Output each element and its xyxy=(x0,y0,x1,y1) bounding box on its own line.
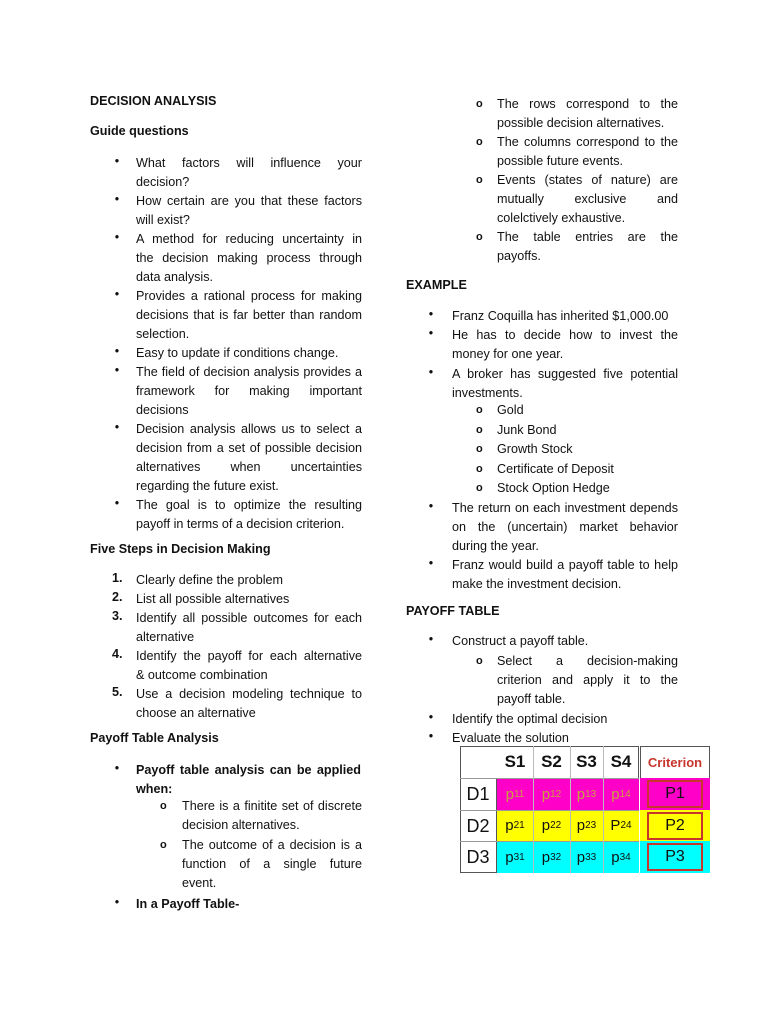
guide-item xyxy=(136,496,362,534)
example-heading: EXAMPLE xyxy=(406,278,467,292)
payoff-cell xyxy=(603,841,639,873)
text-line: Identify the payoff for each alternative xyxy=(136,649,362,663)
steps-heading: Five Steps in Decision Making xyxy=(90,542,271,556)
guide-item xyxy=(136,420,362,496)
text-line: payoff in terms of a decision criterion. xyxy=(136,517,345,531)
text-line: colelctively exhaustive. xyxy=(497,211,626,225)
pta-bullet-1 xyxy=(136,761,361,799)
decision-label: D2 xyxy=(460,810,497,841)
guide-heading: Guide questions xyxy=(90,124,189,138)
payoff-subscript: 34 xyxy=(619,851,631,863)
step-number: 5. xyxy=(112,685,123,699)
bullet: • xyxy=(428,499,434,513)
criterion-cell xyxy=(640,778,710,810)
text-line: Events (states of nature) are xyxy=(497,173,678,187)
text-line: Provides a rational process for making xyxy=(136,289,362,303)
text-line: He has to decide how to invest the xyxy=(452,328,678,342)
text-line: Easy to update if conditions change. xyxy=(136,346,339,360)
bullet: • xyxy=(114,420,120,434)
payoff-cell xyxy=(533,841,570,873)
text-line: payoffs. xyxy=(497,249,541,263)
payoff-cell xyxy=(497,810,533,841)
text-line: The return on each investment depends xyxy=(452,501,678,515)
step-item xyxy=(136,590,362,609)
payoff-subscript: 23 xyxy=(585,820,597,831)
step-number: 2. xyxy=(112,590,123,604)
payoff-bullet-1: Construct a payoff table. xyxy=(452,634,589,648)
guide-item xyxy=(136,287,362,344)
text-line: during the year. xyxy=(452,539,539,553)
text-line: Select a decision-making xyxy=(497,654,678,668)
investment-item: Certificate of Deposit xyxy=(497,461,614,476)
text-line: possible decision alternatives. xyxy=(497,116,665,130)
text-line: money for one year. xyxy=(452,347,564,361)
text-line: decision? xyxy=(136,175,190,189)
sub-bullet: o xyxy=(476,98,483,110)
bullet: • xyxy=(428,326,434,340)
text-line: regarding the future exist. xyxy=(136,479,279,493)
payoff-sub xyxy=(497,652,678,709)
payoff-letter: p xyxy=(541,817,551,834)
state-header: S1 xyxy=(504,752,526,771)
bullet: • xyxy=(428,632,434,646)
text-line: data analysis. xyxy=(136,270,214,284)
text-line: There is a finitite set of discrete xyxy=(182,799,362,813)
pta-sub-1 xyxy=(182,797,362,835)
guide-item xyxy=(136,192,362,230)
pta-bullet-2: In a Payoff Table- xyxy=(136,897,240,911)
payoff-cell xyxy=(603,778,639,810)
note-item xyxy=(497,95,678,133)
text-line: The columns correspond to the xyxy=(497,135,678,149)
payoff-letter: P xyxy=(610,817,621,834)
sub-bullet: o xyxy=(476,404,483,416)
payoff-subscript: 33 xyxy=(585,851,597,863)
note-item xyxy=(497,171,678,228)
payoff-cell xyxy=(570,841,603,873)
payoff-bullet-3: Evaluate the solution xyxy=(452,731,569,745)
payoff-cell xyxy=(570,778,603,810)
guide-item xyxy=(136,230,362,287)
text-line: decision from a set of possible decision xyxy=(136,441,362,455)
payoff-letter: p xyxy=(611,848,620,866)
sub-bullet: o xyxy=(476,231,483,243)
payoff-subscript: 31 xyxy=(513,851,525,863)
sub-bullet: o xyxy=(476,655,483,667)
payoff-subscript: 22 xyxy=(550,820,562,831)
step-item xyxy=(136,571,362,590)
sub-bullet: o xyxy=(476,482,483,495)
payoff-subscript: 24 xyxy=(620,820,632,831)
investment-item: Stock Option Hedge xyxy=(497,481,610,496)
example-bullet-2 xyxy=(452,326,678,364)
grid-line xyxy=(460,778,639,779)
text-line: The goal is to optimize the resulting xyxy=(136,498,362,512)
bullet: • xyxy=(114,895,120,909)
text-line: A broker has suggested five potential xyxy=(452,367,678,381)
text-line: & outcome combination xyxy=(136,668,268,682)
criterion-cell xyxy=(640,810,710,841)
example-bullet-1: Franz Coquilla has inherited $1,000.00 xyxy=(452,309,669,323)
text-line: function of a single future xyxy=(182,857,362,871)
pta-sub-2 xyxy=(182,836,362,893)
step-number: 3. xyxy=(112,609,123,623)
sub-bullet: o xyxy=(476,462,483,475)
criterion-value: P3 xyxy=(647,843,703,871)
bullet: • xyxy=(114,230,120,244)
note-item xyxy=(497,228,678,266)
text-line: possible future events. xyxy=(497,154,624,168)
grid-line xyxy=(460,810,639,811)
payoff-letter: p xyxy=(611,785,620,803)
grid-line xyxy=(533,746,534,873)
criterion-value: P1 xyxy=(647,780,703,808)
criterion-header: Criterion xyxy=(647,754,703,770)
text-line: List all possible alternatives xyxy=(136,592,290,606)
payoff-letter: p xyxy=(576,817,586,834)
bullet: • xyxy=(114,192,120,206)
example-bullet-3 xyxy=(452,365,678,403)
decision-label: D1 xyxy=(460,778,497,810)
payoff-cell xyxy=(570,810,603,841)
text-line: Payoff table analysis can be applied xyxy=(136,763,361,777)
investment-item: Junk Bond xyxy=(497,422,557,437)
text-line: Decision analysis allows us to select a xyxy=(136,422,362,436)
text-line: alternatives when uncertainties xyxy=(136,460,362,474)
bullet: • xyxy=(428,307,434,321)
text-line: A method for reducing uncertainty in xyxy=(136,232,362,246)
investment-item: Gold xyxy=(497,403,524,417)
payoff-letter: p xyxy=(576,785,586,803)
text-line: criterion and apply it to the xyxy=(497,673,678,687)
payoff-subscript: 13 xyxy=(585,788,597,800)
payoff-subscript: 11 xyxy=(513,788,525,800)
bullet: • xyxy=(428,556,434,570)
text-line: investments. xyxy=(452,386,523,400)
text-line: What factors will influence your xyxy=(136,156,362,170)
text-line: will exist? xyxy=(136,213,190,227)
text-line: decisions that is far better than random xyxy=(136,308,362,322)
text-line: decisions xyxy=(136,403,189,417)
state-header: S4 xyxy=(610,752,632,771)
state-header: S3 xyxy=(576,752,597,771)
text-line: alternative xyxy=(136,630,195,644)
payoff-cell xyxy=(497,841,533,873)
text-line: The table entries are the xyxy=(497,230,678,244)
text-line: when: xyxy=(136,782,173,796)
text-line: Identify all possible outcomes for each xyxy=(136,611,362,625)
bullet: • xyxy=(114,761,120,775)
payoff-letter: p xyxy=(505,848,514,866)
sub-bullet: o xyxy=(160,839,167,851)
grid-line xyxy=(570,746,571,873)
sub-bullet: o xyxy=(476,443,483,456)
payoff-cell xyxy=(533,778,570,810)
text-line: The field of decision analysis provides a xyxy=(136,365,362,379)
payoff-letter: p xyxy=(541,848,551,866)
payoff-subscript: 14 xyxy=(619,788,631,800)
text-line: The outcome of a decision is a xyxy=(182,838,362,852)
state-header: S2 xyxy=(541,752,562,771)
text-line: choose an alternative xyxy=(136,706,256,720)
pta-heading: Payoff Table Analysis xyxy=(90,731,219,745)
payoff-cell xyxy=(497,778,533,810)
text-line: the decision making process through xyxy=(136,251,362,265)
guide-item xyxy=(136,363,362,420)
sub-bullet: o xyxy=(476,423,483,436)
payoff-bullet-2: Identify the optimal decision xyxy=(452,712,608,726)
sub-bullet: o xyxy=(160,800,167,812)
page-title: DECISION ANALYSIS xyxy=(90,94,217,108)
text-line: make the investment decision. xyxy=(452,577,622,591)
payoff-heading: PAYOFF TABLE xyxy=(406,604,500,618)
bullet: • xyxy=(428,729,434,743)
sub-bullet: o xyxy=(476,136,483,148)
guide-item xyxy=(136,154,362,192)
step-item xyxy=(136,685,362,723)
payoff-subscript: 12 xyxy=(550,788,562,800)
step-item xyxy=(136,609,362,647)
bullet: • xyxy=(114,154,120,168)
bullet: • xyxy=(114,496,120,510)
example-bullet-5 xyxy=(452,556,678,594)
payoff-cell xyxy=(533,810,570,841)
payoff-letter: p xyxy=(576,848,586,866)
text-line: Franz would build a payoff table to help xyxy=(452,558,678,572)
investment-item: Growth Stock xyxy=(497,442,573,457)
step-number: 1. xyxy=(112,571,123,585)
text-line: framework for making important xyxy=(136,384,362,398)
payoff-table-figure xyxy=(460,746,710,873)
text-line: The rows correspond to the xyxy=(497,97,678,111)
text-line: How certain are you that these factors xyxy=(136,194,362,208)
bullet: • xyxy=(428,710,434,724)
text-line: Clearly define the problem xyxy=(136,573,284,587)
grid-line xyxy=(460,841,639,842)
payoff-cell xyxy=(603,810,639,841)
payoff-letter: p xyxy=(505,785,514,803)
decision-label: D3 xyxy=(460,841,497,873)
text-line: payoff table. xyxy=(497,692,566,706)
text-line: event. xyxy=(182,876,217,890)
payoff-letter: p xyxy=(541,785,551,803)
bullet: • xyxy=(428,365,434,379)
grid-line xyxy=(603,746,604,873)
guide-item xyxy=(136,344,362,363)
bullet: • xyxy=(114,363,120,377)
payoff-subscript: 21 xyxy=(513,820,525,831)
payoff-subscript: 32 xyxy=(550,851,562,863)
bullet: • xyxy=(114,287,120,301)
text-line: on the (uncertain) market behavior xyxy=(452,520,678,534)
note-item xyxy=(497,133,678,171)
criterion-cell xyxy=(640,841,710,873)
criterion-value: P2 xyxy=(647,812,703,840)
step-number: 4. xyxy=(112,647,123,661)
sub-bullet: o xyxy=(476,174,483,186)
text-line: decision alternatives. xyxy=(182,818,300,832)
text-line: selection. xyxy=(136,327,190,341)
bullet: • xyxy=(114,344,120,358)
text-line: Use a decision modeling technique to xyxy=(136,687,362,701)
step-item xyxy=(136,647,362,685)
payoff-letter: p xyxy=(505,817,514,834)
text-line: mutually exclusive and xyxy=(497,192,678,206)
example-bullet-4 xyxy=(452,499,678,556)
